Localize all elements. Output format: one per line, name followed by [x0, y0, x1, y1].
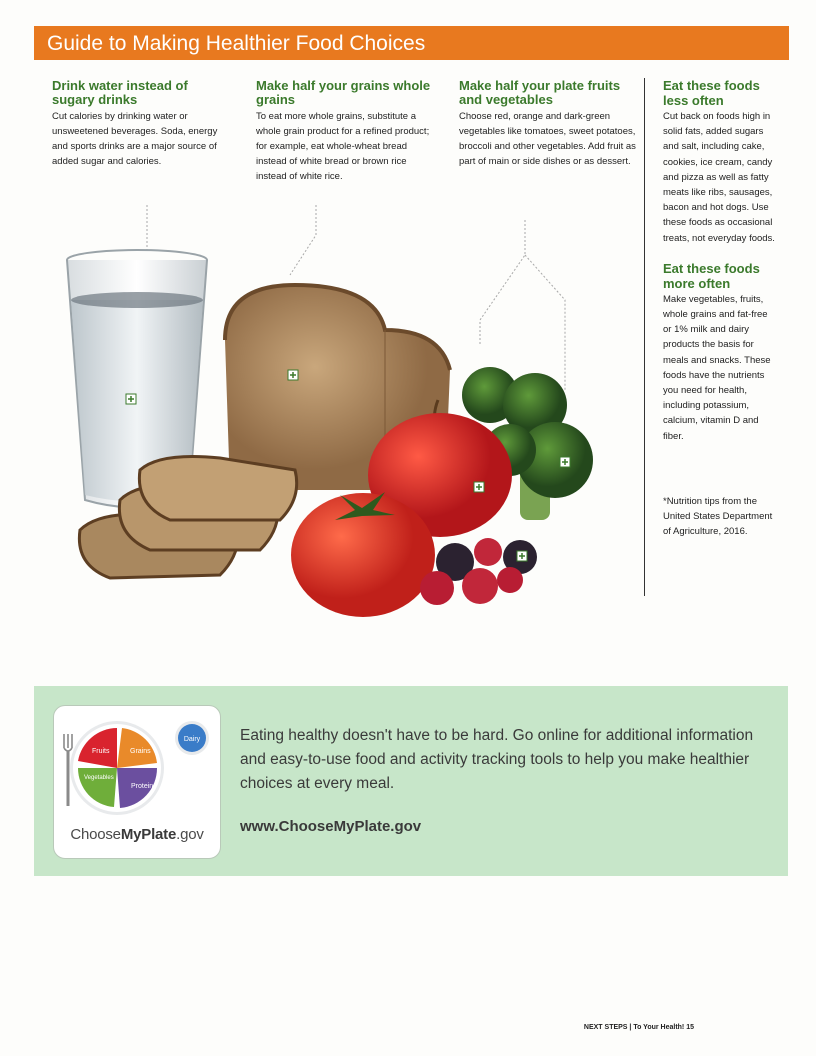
tip-fruits-vegetables-body: Choose red, orange and dark-green vegetables like tomatoes, sweet potatoes, broccoli and other vegetables. Add fruit as part of main or side dishes or as dessert. [459, 111, 636, 167]
page-banner [34, 26, 789, 60]
eat-more-heading: Eat these foods more often [663, 260, 760, 291]
sidebar [644, 78, 776, 596]
myplate-logo [53, 705, 221, 859]
logo-fruits-label: Fruits [92, 748, 110, 755]
tip-fruits-vegetables-heading: Make half your plate fruits and vegetables [459, 78, 621, 107]
tip-water-heading: Drink water instead of sugary drinks [52, 78, 188, 107]
logo-dairy-label: Dairy [183, 736, 201, 743]
usda-footnote: *Nutrition tips from the United States Department of Agriculture, 2016. [663, 495, 773, 538]
tip-fruits-vegetables [459, 79, 641, 169]
logo-vegetables-label: Vegetables [84, 775, 114, 781]
callout-message: Eating healthy doesn't have to be hard. Go online for additional information and easy-to-use food and activity tracking tools to help you make healthier choices at every meal. [240, 727, 754, 792]
page-footer: NEXT STEPS | To Your Health! 15 [583, 1024, 694, 1031]
plus-marker-icon [474, 482, 484, 492]
tomato [291, 492, 435, 617]
tip-water-body: Cut calories by drinking water or unsweetened beverages. Soda, energy and sports drinks are a major source of added sugar and calories. [52, 111, 218, 167]
myplate-brand [54, 826, 220, 843]
food-illustration [40, 190, 620, 630]
brand-prefix: Choose [70, 826, 121, 843]
logo-grains-label: Grains [130, 748, 151, 755]
plus-marker-icon [126, 394, 136, 404]
tip-grains-heading: Make half your grains whole grains [256, 78, 431, 107]
banner-title: Guide to Making Healthier Food Choices [47, 32, 426, 55]
tip-grains-body: To eat more whole grains, substitute a whole grain product for a refined product; for example, eat whole-wheat bread instead of white bread or brown rice instead of white rice. [256, 111, 430, 182]
logo-protein-label: Protein [131, 783, 154, 790]
brand-bold: MyPlate [120, 826, 177, 843]
eat-less-body: Cut back on foods high in solid fats, added sugars and salt, including cake, cookies, ice cream, candy and pizza as well as fatty meats like ribs, sausages, bacon and hot dogs. Use these foods as occasional treats, not everyday foods. [663, 111, 775, 244]
eat-more-body: Make vegetables, fruits, whole grains and fat-free or 1% milk and dairy products the basis for meals and snacks. These foods have the nutrients you need for health, including potassium, calcium, vitamin D and fiber. [663, 293, 771, 442]
myplate-link[interactable]: www.ChooseMyPlate.gov [240, 818, 422, 835]
plus-marker-icon [517, 551, 527, 561]
plus-marker-icon [560, 457, 570, 467]
berries [420, 538, 537, 605]
myplate-graphic [54, 706, 220, 824]
myplate-callout [34, 686, 788, 876]
eat-less-heading: Eat these foods less often [663, 78, 760, 108]
tip-grains [256, 79, 436, 184]
plus-marker-icon [288, 370, 298, 380]
tip-water [52, 79, 220, 169]
brand-suffix: .gov [176, 826, 204, 843]
